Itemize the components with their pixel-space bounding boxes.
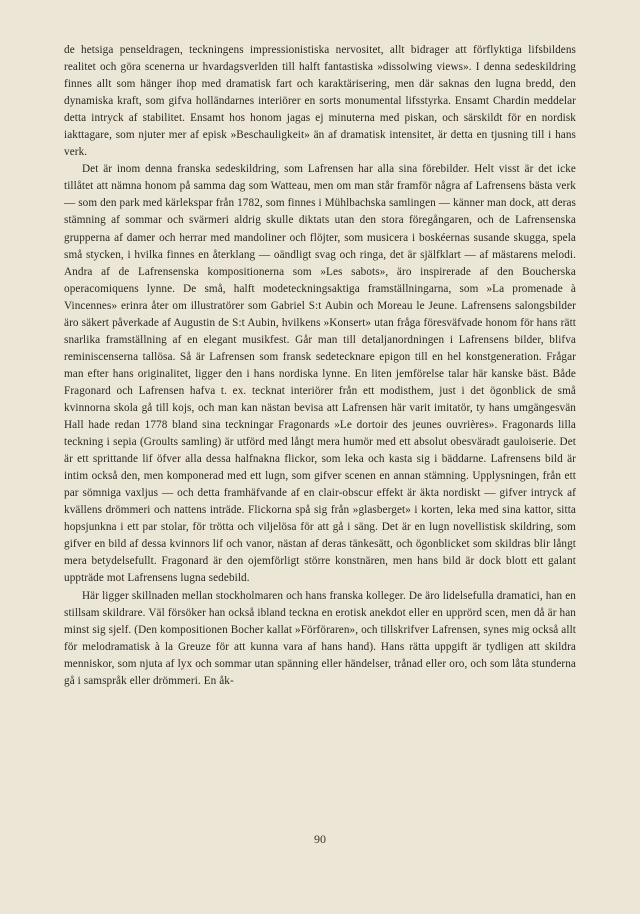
paragraph-1: de hetsiga penseldragen, teckningens impressionistiska nervositet, allt bidrager att förflyktiga lifsbildens realitet och göra scenerna ur hvardagsverlden till halft fantastiska »dissolwing views». I denna sedeskildring finnes allt som hänger ihop med dramatisk fart och karaktärisering, men där saknas den lugna bredd, den dynamiska kraft, som gifva holländarnes interiörer en sorts monumental lifsstyrka. Ensamt Chardin meddelar detta intryck af stabilitet. Ensamt hos honom jagas ej minuterna med piskan, och särskildt för en nordisk iakttagare, som njuter mer af episk »Beschauligkeit» än af dramatisk intensitet, är detta en tjusning till i hans verk. bbox=[64, 44, 576, 159]
page-number: 90 bbox=[314, 832, 326, 846]
paragraph-3: Här ligger skillnaden mellan stockholmaren och hans franska kolleger. De äro lidelsefulla dramatici, han en stillsam skildrare. Väl försöker han också ibland teckna en erotisk anekdot eller en upprörd scen, men då är han minst sig sjelf. (Den kompositionen Bocher kallat »Förföraren», och tillskrifver Lafrensen, synes mig också allt för melodramatisk à la Greuze för att kunna vara af hans hand). Hans rätta uppgift är tydligen att skildra menniskor, som njuta af lyx och sommar utan spänning eller händelser, trånad eller oro, och som låta stunderna gå i samspråk eller drömmeri. En åk- bbox=[64, 589, 576, 687]
paragraph-2: Det är inom denna franska sedeskildring, som Lafrensen har alla sina förebilder. Helt visst är det icke tillåtet att nämna honom på samma dag som Watteau, men om man står framför några af Lafrensens bästa verk — som den park med kärlekspar från 1782, som finnes i Mühlbachska samlingen — känner man dock, att deras stämning af sommar och svärmeri aldrig skulle diktats utan den stora föregångaren, och de Lafrensenska grupperna af damer och herrar med mandoliner och flöjter, som musicera i boskéernas susande skugga, spela små stycken, i hvilka finnes en återklang — oändligt svag och ringa, det är själfklart — af mästarens melodi. Andra af de Lafrensenska kompositionerna som »Les sabots», äro inspirerade af den Boucherska operacomiquens lynne. De små, halft modeteckningsaktiga framställningarna, som »La promenade à Vincennes» erinra åter om illustratörer som Gabriel S:t Aubin och Moreau le Jeune. Lafrensens salongsbilder äro säkert påverkade af Augustin de S:t Aubin, hvilkens »Konsert» utan fråga föresväfvade honom för hans rätt snarlika framställning af en elegant musikfest. Går man till detaljanordningen i Lafrensens bilder, blifva reminiscenserna tallösa. Så är Lafrensen som fransk sedetecknare epigon till en hel konstgeneration. Frågar man efter hans originalitet, ligger den i hans nordiska lynne. En liten jemförelse talar här kanske bäst. Både Fragonard och Lafrensen hafva t. ex. tecknat interiörer från ett modisthem, just i det ögonblick de små kvinnorna skola gå till kojs, och man kan nästan bevisa att Lafrensen här varit imitatör, ty hans umgängesvän Hall hade redan 1778 bland sina teckningar Fragonards »Le dortoir des jeunes ouvrières». Fragonards lilla teckning i sepia (Groults samling) är utförd med långt mera humör med ett absolut obesväradt gauloiserie. Det är ett sprittande lif öfver alla dessa halfnakna flickor, som leka och kasta sig i bäddarne. Lafrensens bild är intim också den, men komponerad med ett lugn, som gifver scenen en annan stämning. Upplysningen, från ett par sömniga vaxljus — och detta framhäfvande af en clair-obscur effekt är äkta nordiskt — gifver intryck af kvällens drömmeri och nattens inträde. Flickorna spå sig från »glasberget» i korten, leka med sina kattor, sitta hopsjunkna i ett par stolar, för trötta och viljelösa för att gå i säng. Det är en lugn novellistisk skildring, som gifver en bild af dessa kvinnors lif och vanor, nästan af deras tänkesätt, och ögonblicket som skildras blir långt mera betydelsefullt. Fragonard är den ojemförligt större konstnären, men hans bild är dock blott ett galant uppträde mot Lafrensens lugna sedebild. bbox=[64, 163, 576, 585]
body-text bbox=[64, 42, 576, 690]
